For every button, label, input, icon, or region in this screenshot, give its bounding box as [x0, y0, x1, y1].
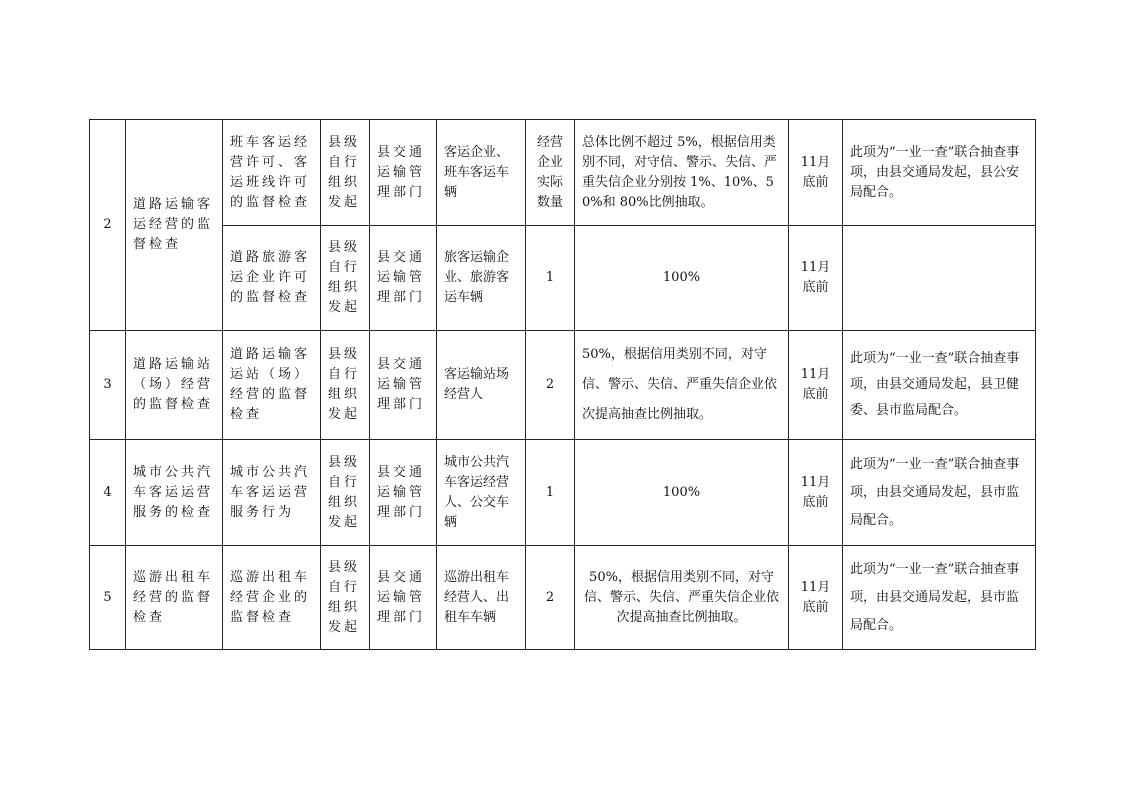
row-number: 3: [90, 331, 126, 440]
remarks: 此项为“一业一查”联合抽查事项，由县交通局发起，县卫健委、县市监局配合。: [843, 331, 1036, 440]
inspection-item: 城市公共汽车客运运营服务的检查: [126, 440, 223, 546]
organization-level: 县级自行组织发起: [321, 440, 370, 546]
sampling-ratio: 总体比例不超过 5%，根据信用类别不同，对守信、警示、失信、严重失信企业分别按 1%、10%、50%和 80%比例抽取。: [575, 120, 789, 226]
sampling-ratio: 100%: [575, 226, 789, 331]
inspection-item: 巡游出租车经营的监督检查: [126, 546, 223, 650]
inspection-content: 巡游出租车经营企业的监督检查: [223, 546, 321, 650]
deadline: 11月底前: [789, 546, 843, 650]
remarks: [843, 226, 1036, 331]
inspection-item: 道路运输站（场）经营的监督检查: [126, 331, 223, 440]
organization-level: 县级自行组织发起: [321, 331, 370, 440]
inspection-content: 道路旅游客运企业许可的监督检查: [223, 226, 321, 331]
table-row: [90, 331, 1036, 440]
responsible-department: 县交通运输管理部门: [370, 546, 437, 650]
organization-level: 县级自行组织发起: [321, 120, 370, 226]
inspection-count: 经营企业实际数量: [526, 120, 575, 226]
remarks: 此项为“一业一查”联合抽查事项，由县交通局发起，县市监局配合。: [843, 546, 1036, 650]
inspection-object: 客运输站场经营人: [437, 331, 526, 440]
inspection-content: 道路运输客运站（场）经营的监督检查: [223, 331, 321, 440]
inspection-item: 道路运输客运经营的监督检查: [126, 120, 223, 331]
table-row: [90, 546, 1036, 650]
table-row: [90, 226, 1036, 331]
remarks: 此项为“一业一查”联合抽查事项，由县交通局发起，县公安局配合。: [843, 120, 1036, 226]
inspection-count: 1: [526, 440, 575, 546]
table-row: [90, 120, 1036, 226]
inspection-content: 城市公共汽车客运运营服务行为: [223, 440, 321, 546]
inspection-content: 班车客运经营许可、客运班线许可的监督检查: [223, 120, 321, 226]
sampling-ratio: 100%: [575, 440, 789, 546]
inspection-object: 巡游出租车经营人、出租车车辆: [437, 546, 526, 650]
table-row: [90, 440, 1036, 546]
deadline: 11月底前: [789, 120, 843, 226]
responsible-department: 县交通运输管理部门: [370, 331, 437, 440]
inspection-object: 旅客运输企业、旅游客运车辆: [437, 226, 526, 331]
sampling-ratio: 50%，根据信用类别不同，对守信、警示、失信、严重失信企业依次提高抽查比例抽取。: [575, 546, 789, 650]
inspection-table: [89, 119, 1036, 650]
responsible-department: 县交通运输管理部门: [370, 440, 437, 546]
responsible-department: 县交通运输管理部门: [370, 120, 437, 226]
responsible-department: 县交通运输管理部门: [370, 226, 437, 331]
deadline: 11月底前: [789, 440, 843, 546]
organization-level: 县级自行组织发起: [321, 226, 370, 331]
deadline: 11月底前: [789, 226, 843, 331]
sampling-ratio: 50%，根据信用类别不同，对守信、警示、失信、严重失信企业依次提高抽查比例抽取。: [575, 331, 789, 440]
remarks: 此项为“一业一查”联合抽查事项，由县交通局发起，县市监局配合。: [843, 440, 1036, 546]
organization-level: 县级自行组织发起: [321, 546, 370, 650]
inspection-count: 2: [526, 331, 575, 440]
inspection-object: 城市公共汽车客运经营人、公交车辆: [437, 440, 526, 546]
row-number: 2: [90, 120, 126, 331]
inspection-count: 1: [526, 226, 575, 331]
row-number: 5: [90, 546, 126, 650]
row-number: 4: [90, 440, 126, 546]
deadline: 11月底前: [789, 331, 843, 440]
inspection-count: 2: [526, 546, 575, 650]
inspection-object: 客运企业、班车客运车辆: [437, 120, 526, 226]
